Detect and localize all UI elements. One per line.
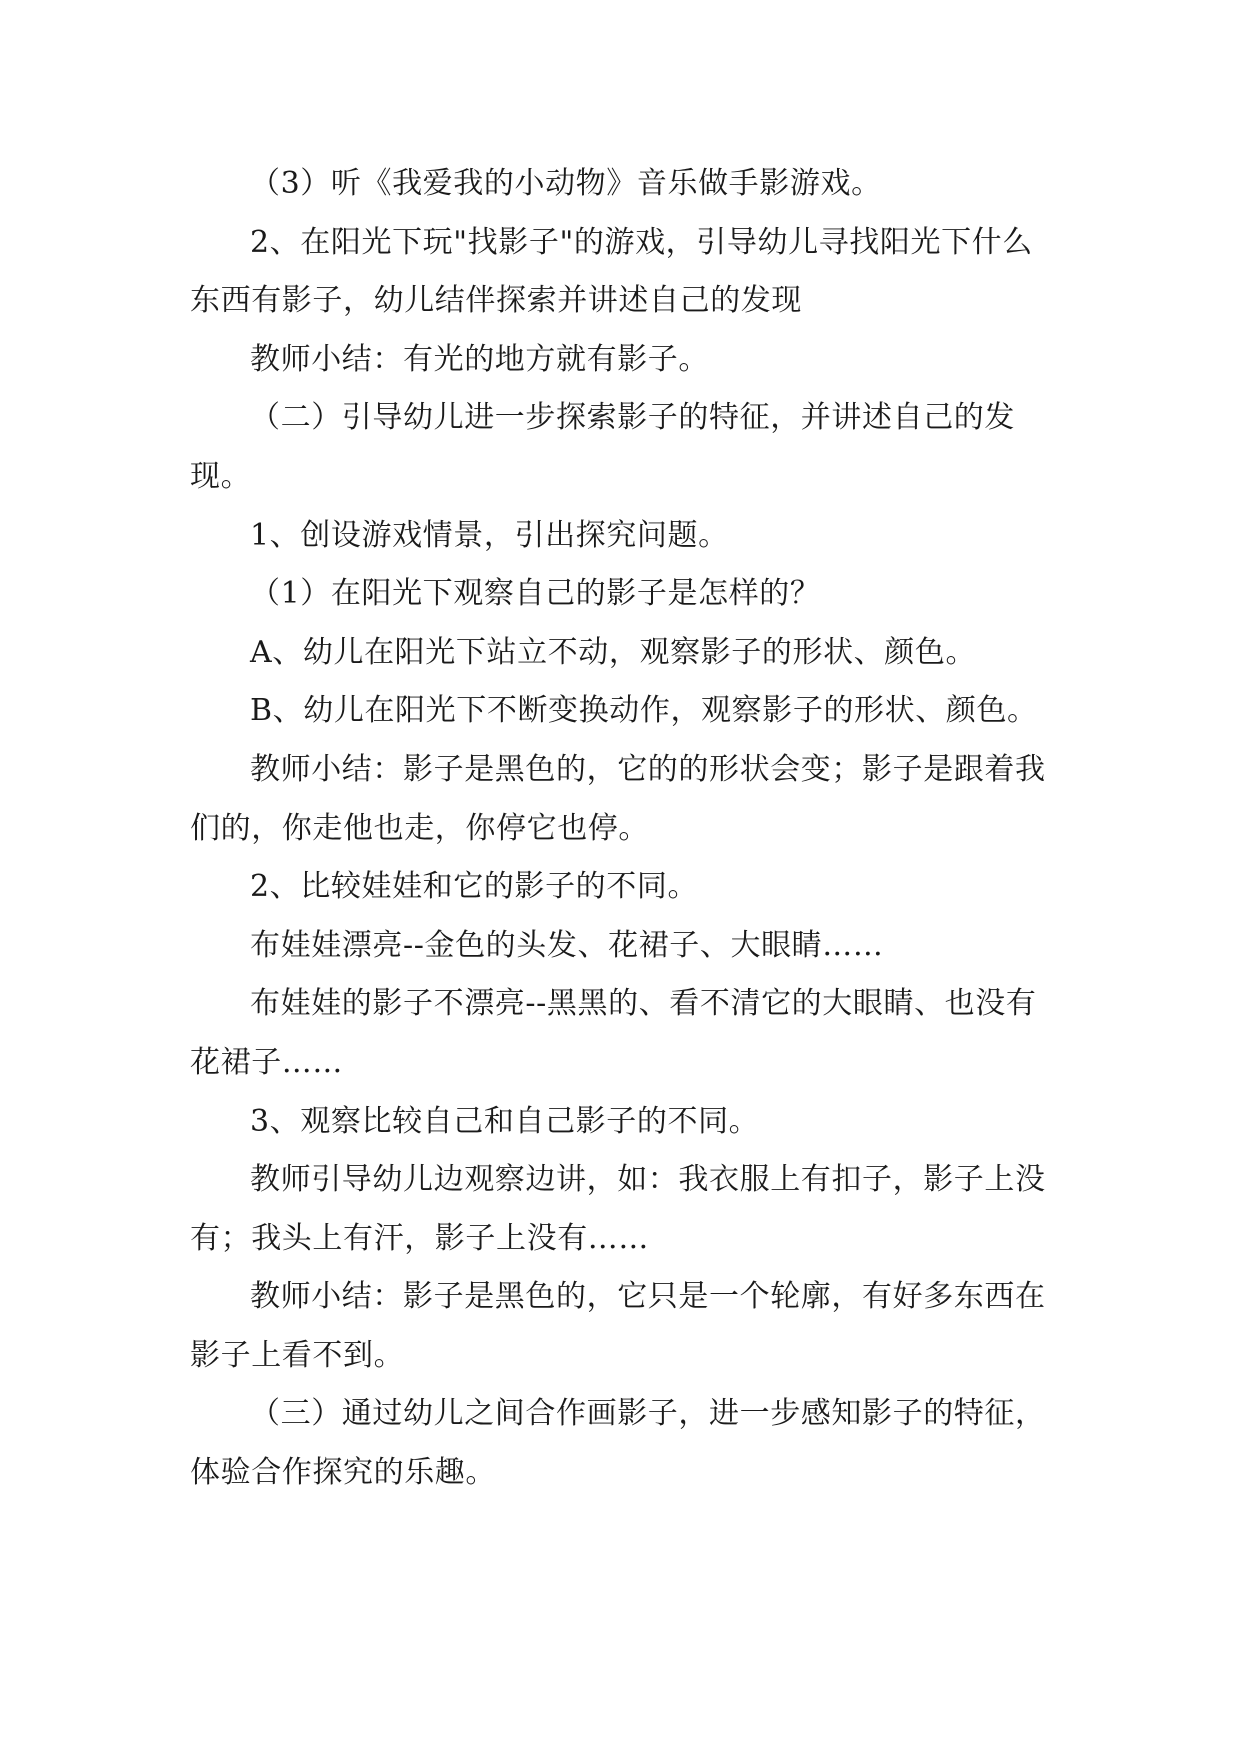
paragraph: 教师小结：影子是黑色的，它只是一个轮廓，有好多东西在影子上看不到。 bbox=[190, 1279, 1046, 1373]
paragraph: B、幼儿在阳光下不断变换动作，观察影子的形状、颜色。 bbox=[250, 693, 1038, 729]
paragraph: （3）听《我爱我的小动物》音乐做手影游戏。 bbox=[250, 166, 882, 201]
paragraph: 2、在阳光下玩"找影子"的游戏，引导幼儿寻找阳光下什么东西有影子，幼儿结伴探索并讲述自己的发现 bbox=[190, 224, 1033, 319]
paragraph: 3、观察比较自己和自己影子的不同。 bbox=[250, 1103, 760, 1139]
paragraph: （三）通过幼儿之间合作画影子，进一步感知影子的特征，体验合作探究的乐趣。 bbox=[190, 1396, 1046, 1491]
paragraph: 布娃娃的影子不漂亮--黑黑的、看不清它的大眼睛、也没有花裙子…… bbox=[190, 986, 1037, 1080]
paragraph: （1）在阳光下观察自己的影子是怎样的？ bbox=[250, 576, 821, 612]
paragraph: （二）引导幼儿进一步探索影子的特征，并讲述自己的发现。 bbox=[190, 400, 1015, 494]
paragraph: 2、比较娃娃和它的影子的不同。 bbox=[250, 869, 699, 905]
document-body bbox=[190, 155, 1050, 1503]
paragraph: A、幼儿在阳光下站立不动，观察影子的形状、颜色。 bbox=[250, 634, 977, 670]
paragraph: 教师引导幼儿边观察边讲，如：我衣服上有扣子，影子上没有；我头上有汗，影子上没有…… bbox=[190, 1162, 1046, 1256]
paragraph: 布娃娃漂亮--金色的头发、花裙子、大眼睛…… bbox=[250, 927, 884, 963]
paragraph: 教师小结：有光的地方就有影子。 bbox=[250, 341, 709, 377]
paragraph: 1、创设游戏情景，引出探究问题。 bbox=[250, 517, 729, 553]
paragraph: 教师小结：影子是黑色的，它的的形状会变；影子是跟着我们的，你走他也走，你停它也停。 bbox=[190, 751, 1046, 846]
